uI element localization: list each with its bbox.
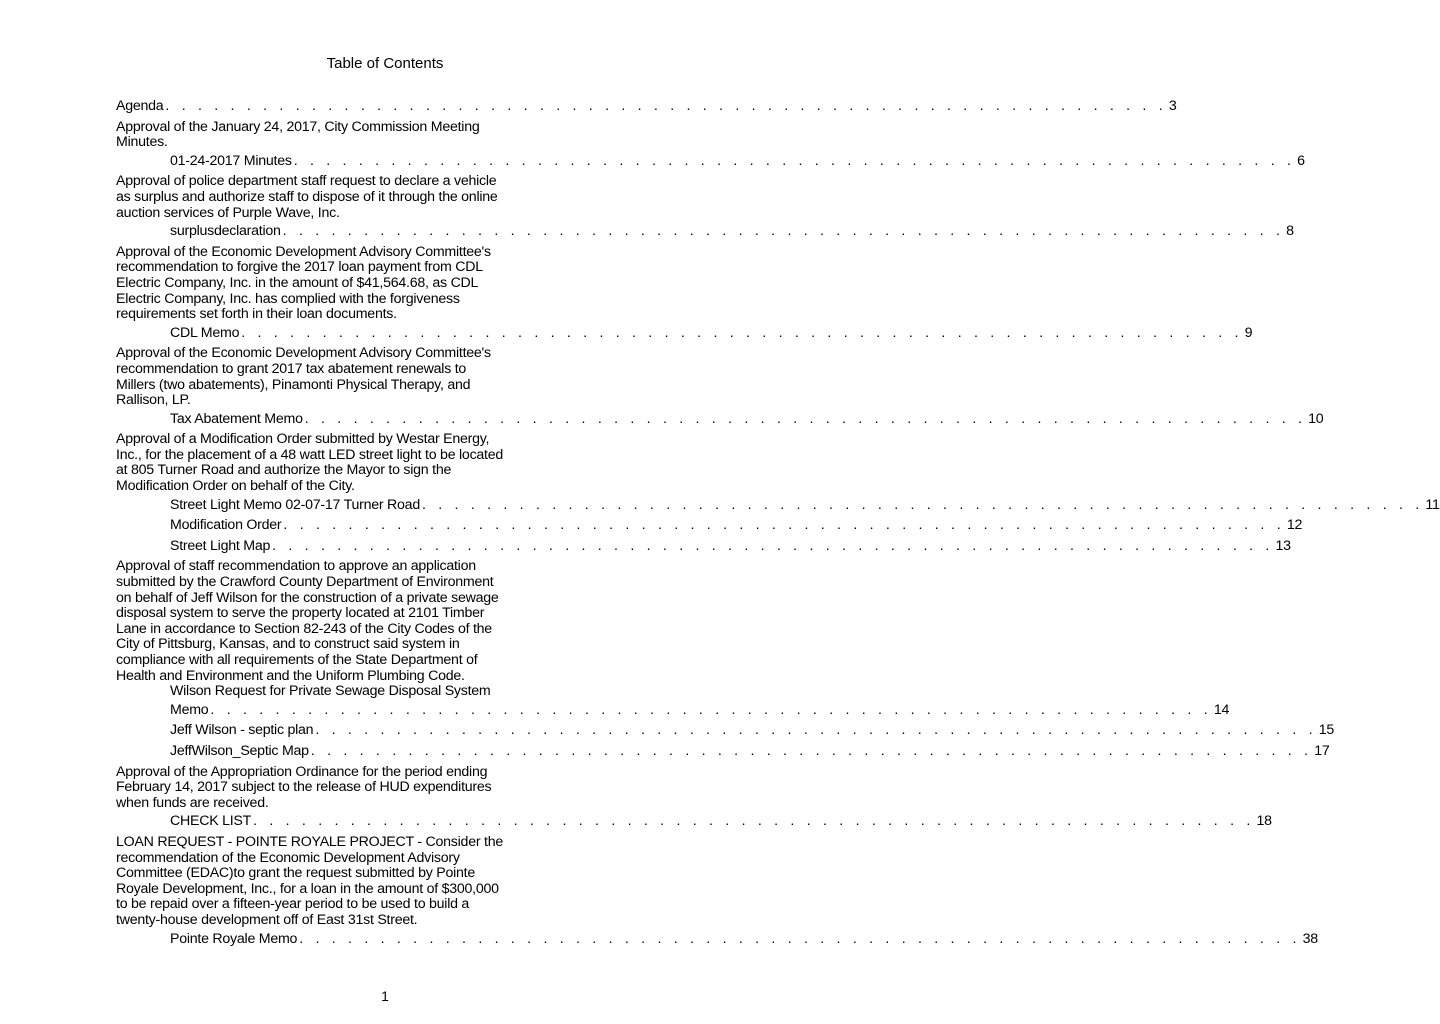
toc-section-text-line: Approval of a Modification Order submitted by Westar Energy, (116, 431, 490, 448)
toc-entry-label: Tax Abatement Memo (170, 410, 303, 427)
toc-page-number: 13 (1275, 537, 1291, 554)
toc-entry[interactable] (116, 813, 1272, 830)
toc-entry[interactable] (116, 722, 1335, 739)
toc-entry-label: Jeff Wilson - septic plan (170, 722, 314, 739)
toc-section-text-line: Inc., for the placement of a 48 watt LED street light to be located (116, 446, 504, 463)
toc-entry-label: JeffWilson_Septic Map (170, 742, 309, 759)
toc-entry[interactable] (116, 930, 1318, 948)
dot-leader: . . . . . . . . . . . . . . . . . . . . . . . . . . . . . . . . . . . . . . . . . . . . . . . . . . . . . . . . . . . . . . (272, 537, 1274, 554)
toc-entry[interactable] (116, 410, 1324, 428)
dot-leader: . . . . . . . . . . . . . . . . . . . . . . . . . . . . . . . . . . . . . . . . . . . . . . . . . . . . . . . . . . . . . . (299, 930, 1301, 947)
toc-entry-label: surplusdeclaration (170, 223, 281, 240)
toc-entry-label: Modification Order (170, 517, 282, 534)
toc-page-number: 15 (1318, 722, 1335, 739)
toc-section-text-line: to be repaid over a fifteen-year period to be used to build a (116, 896, 470, 913)
dot-leader: . . . . . . . . . . . . . . . . . . . . . . . . . . . . . . . . . . . . . . . . . . . . . . . . . . . . . . . . . . . . . . (283, 517, 1285, 534)
toc-section-text-line: compliance with all requirements of the State Department of (116, 652, 478, 668)
dot-leader: . . . . . . . . . . . . . . . . . . . . . . . . . . . . . . . . . . . . . . . . . . . . . . . . . . . . . . . . . . . . . . (310, 742, 1313, 759)
toc-entry[interactable] (116, 496, 1440, 514)
toc-section (116, 833, 1318, 947)
toc-section-text-line: Modification Order on behalf of the City. (116, 478, 355, 495)
toc-section-text-line: Approval of staff recommendation to approve an application (116, 558, 476, 575)
toc-page-number: 12 (1286, 517, 1303, 534)
dot-leader: . . . . . . . . . . . . . . . . . . . . . . . . . . . . . . . . . . . . . . . . . . . . . . . . . . . . . . . . . . . . . . (165, 98, 1167, 114)
toc-section-text-line: Minutes. (116, 134, 168, 151)
toc-section (116, 243, 1253, 342)
toc-section-text-line: Committee (EDAC)to grant the request submitted by Pointe (116, 865, 475, 882)
toc-page-number: 9 (1244, 324, 1253, 341)
toc-section-text-line: as surplus and authorize staff to dispose of it through the online (116, 188, 498, 205)
dot-leader: . . . . . . . . . . . . . . . . . . . . . . . . . . . . . . . . . . . . . . . . . . . . . . . . . . . . . . . . . . . . . . (253, 813, 1255, 830)
toc-section-text-line: Electric Company, Inc. in the amount of $41,564.68, as CDL (116, 274, 479, 291)
toc-entry-label: CHECK LIST (170, 813, 252, 830)
toc-section-text-line: at 805 Turner Road and authorize the Mayor to sign the (116, 462, 452, 479)
dot-leader: . . . . . . . . . . . . . . . . . . . . . . . . . . . . . . . . . . . . . . . . . . . . . . . . . . . . . . . . . . . . . . (282, 223, 1285, 240)
dot-leader: . . . . . . . . . . . . . . . . . . . . . . . . . . . . . . . . . . . . . . . . . . . . . . . . . . . . . . . . . . . . . . (315, 722, 1317, 739)
toc-section (116, 345, 1324, 427)
toc-section-text-line: recommendation to forgive the 2017 loan payment from CDL (116, 259, 483, 276)
toc-section (116, 431, 1440, 554)
toc-entry-label: 01-24-2017 Minutes (170, 152, 292, 169)
toc-entry-label: Pointe Royale Memo (170, 930, 298, 947)
toc-section-text-line: Electric Company, Inc. has complied with the forgiveness (116, 290, 460, 307)
dot-leader: . . . . . . . . . . . . . . . . . . . . . . . . . . . . . . . . . . . . . . . . . . . . . . . . . . . . . . . . . . . . . . (304, 410, 1307, 427)
toc-section-text-line: submitted by the Crawford County Department of Environment (116, 574, 494, 591)
toc-entry-agenda[interactable] (116, 98, 1177, 115)
toc-page-number: 14 (1213, 701, 1230, 718)
toc-section-text-line: Approval of police department staff request to declare a vehicle (116, 173, 497, 190)
toc-section-text-line: disposal system to serve the property located at 2101 Timber (116, 605, 485, 622)
toc-entry-label: Agenda (116, 98, 164, 114)
toc-section (116, 763, 1272, 830)
toc-section-text-line: recommendation to grant 2017 tax abatement renewals to (116, 360, 467, 377)
dot-leader: . . . . . . . . . . . . . . . . . . . . . . . . . . . . . . . . . . . . . . . . . . . . . . . . . . . . . . . . . . . . . . (210, 701, 1212, 718)
toc-page-number: 18 (1256, 813, 1272, 830)
toc-page-number: 38 (1302, 930, 1318, 947)
toc-section-text-line: when funds are received. (116, 794, 269, 811)
page-footer-number: 1 (381, 988, 389, 1004)
toc-section-text-line: twenty-house development off of East 31st Street. (116, 911, 418, 928)
toc-page-number: 17 (1314, 742, 1330, 759)
dot-leader: . . . . . . . . . . . . . . . . . . . . . . . . . . . . . . . . . . . . . . . . . . . . . . . . . . . . . . . . . . . . . . (293, 152, 1296, 169)
toc-section-text-line: Millers (two abatements), Pinamonti Physical Therapy, and (116, 376, 471, 393)
toc-section-text-line: on behalf of Jeff Wilson for the construction of a private sewage (116, 589, 499, 606)
toc-page-number: 11 (1425, 496, 1440, 513)
toc-title: Table of Contents (326, 55, 444, 72)
toc-section-text-line: auction services of Purple Wave, Inc. (116, 204, 340, 221)
toc-section-text-line: LOAN REQUEST - POINTE ROYALE PROJECT - Consider the (116, 833, 503, 850)
toc-entry-label: Memo (170, 701, 209, 718)
toc-page-number: 10 (1308, 410, 1324, 427)
dot-leader: . . . . . . . . . . . . . . . . . . . . . . . . . . . . . . . . . . . . . . . . . . . . . . . . . . . . . . . . . . . . . . (421, 496, 1424, 513)
toc-entry[interactable] (116, 742, 1330, 760)
toc-entry-label: Street Light Map (170, 537, 271, 554)
toc-section-text-line: Lane in accordance to Section 82-243 of the City Codes of the (116, 620, 492, 637)
toc-page-number: 8 (1286, 223, 1294, 240)
toc-section-text-line: February 14, 2017 subject to the release of HUD expenditures (116, 779, 492, 796)
dot-leader: . . . . . . . . . . . . . . . . . . . . . . . . . . . . . . . . . . . . . . . . . . . . . . . . . . . . . . . . . . . . . . (241, 324, 1243, 341)
toc-entry[interactable] (116, 324, 1253, 342)
toc-page-number: 6 (1297, 152, 1305, 169)
toc-entry-label: Street Light Memo 02-07-17 Turner Road (170, 496, 420, 513)
toc-entry[interactable] (116, 517, 1303, 534)
toc-section-text-line: Approval of the January 24, 2017, City Commission Meeting (116, 118, 480, 135)
toc-section-text-line: requirements set forth in their loan documents. (116, 306, 397, 323)
toc-entry-label: CDL Memo (170, 324, 240, 341)
toc-page-number: 3 (1168, 98, 1177, 114)
toc-section-text-line: Royale Development, Inc., for a loan in the amount of $300,000 (116, 880, 499, 897)
toc-section-text-line: Approval of the Economic Development Advisory Committee's (116, 345, 491, 362)
toc-section (116, 558, 1335, 759)
toc-entry[interactable] (116, 701, 1230, 719)
toc-entry-label-line: Wilson Request for Private Sewage Disposal System (170, 683, 491, 700)
toc-section (116, 118, 1305, 170)
toc-section-text-line: recommendation of the Economic Development Advisory (116, 849, 460, 866)
toc-section-text-line: Health and Environment and the Uniform Plumbing Code. (116, 667, 465, 684)
toc-section-text-line: City of Pittsburg, Kansas, and to construct said system in (116, 636, 460, 653)
toc-section (116, 173, 1294, 240)
toc-section-text-line: Approval of the Appropriation Ordinance for the period ending (116, 763, 488, 780)
toc-section-text-line: Approval of the Economic Development Advisory Committee's (116, 243, 491, 260)
toc-section-text-line: Rallison, LP. (116, 392, 191, 409)
toc-entry[interactable] (116, 537, 1291, 555)
table-of-contents (116, 96, 1440, 952)
toc-entry[interactable] (116, 223, 1294, 240)
toc-entry[interactable] (116, 152, 1305, 170)
